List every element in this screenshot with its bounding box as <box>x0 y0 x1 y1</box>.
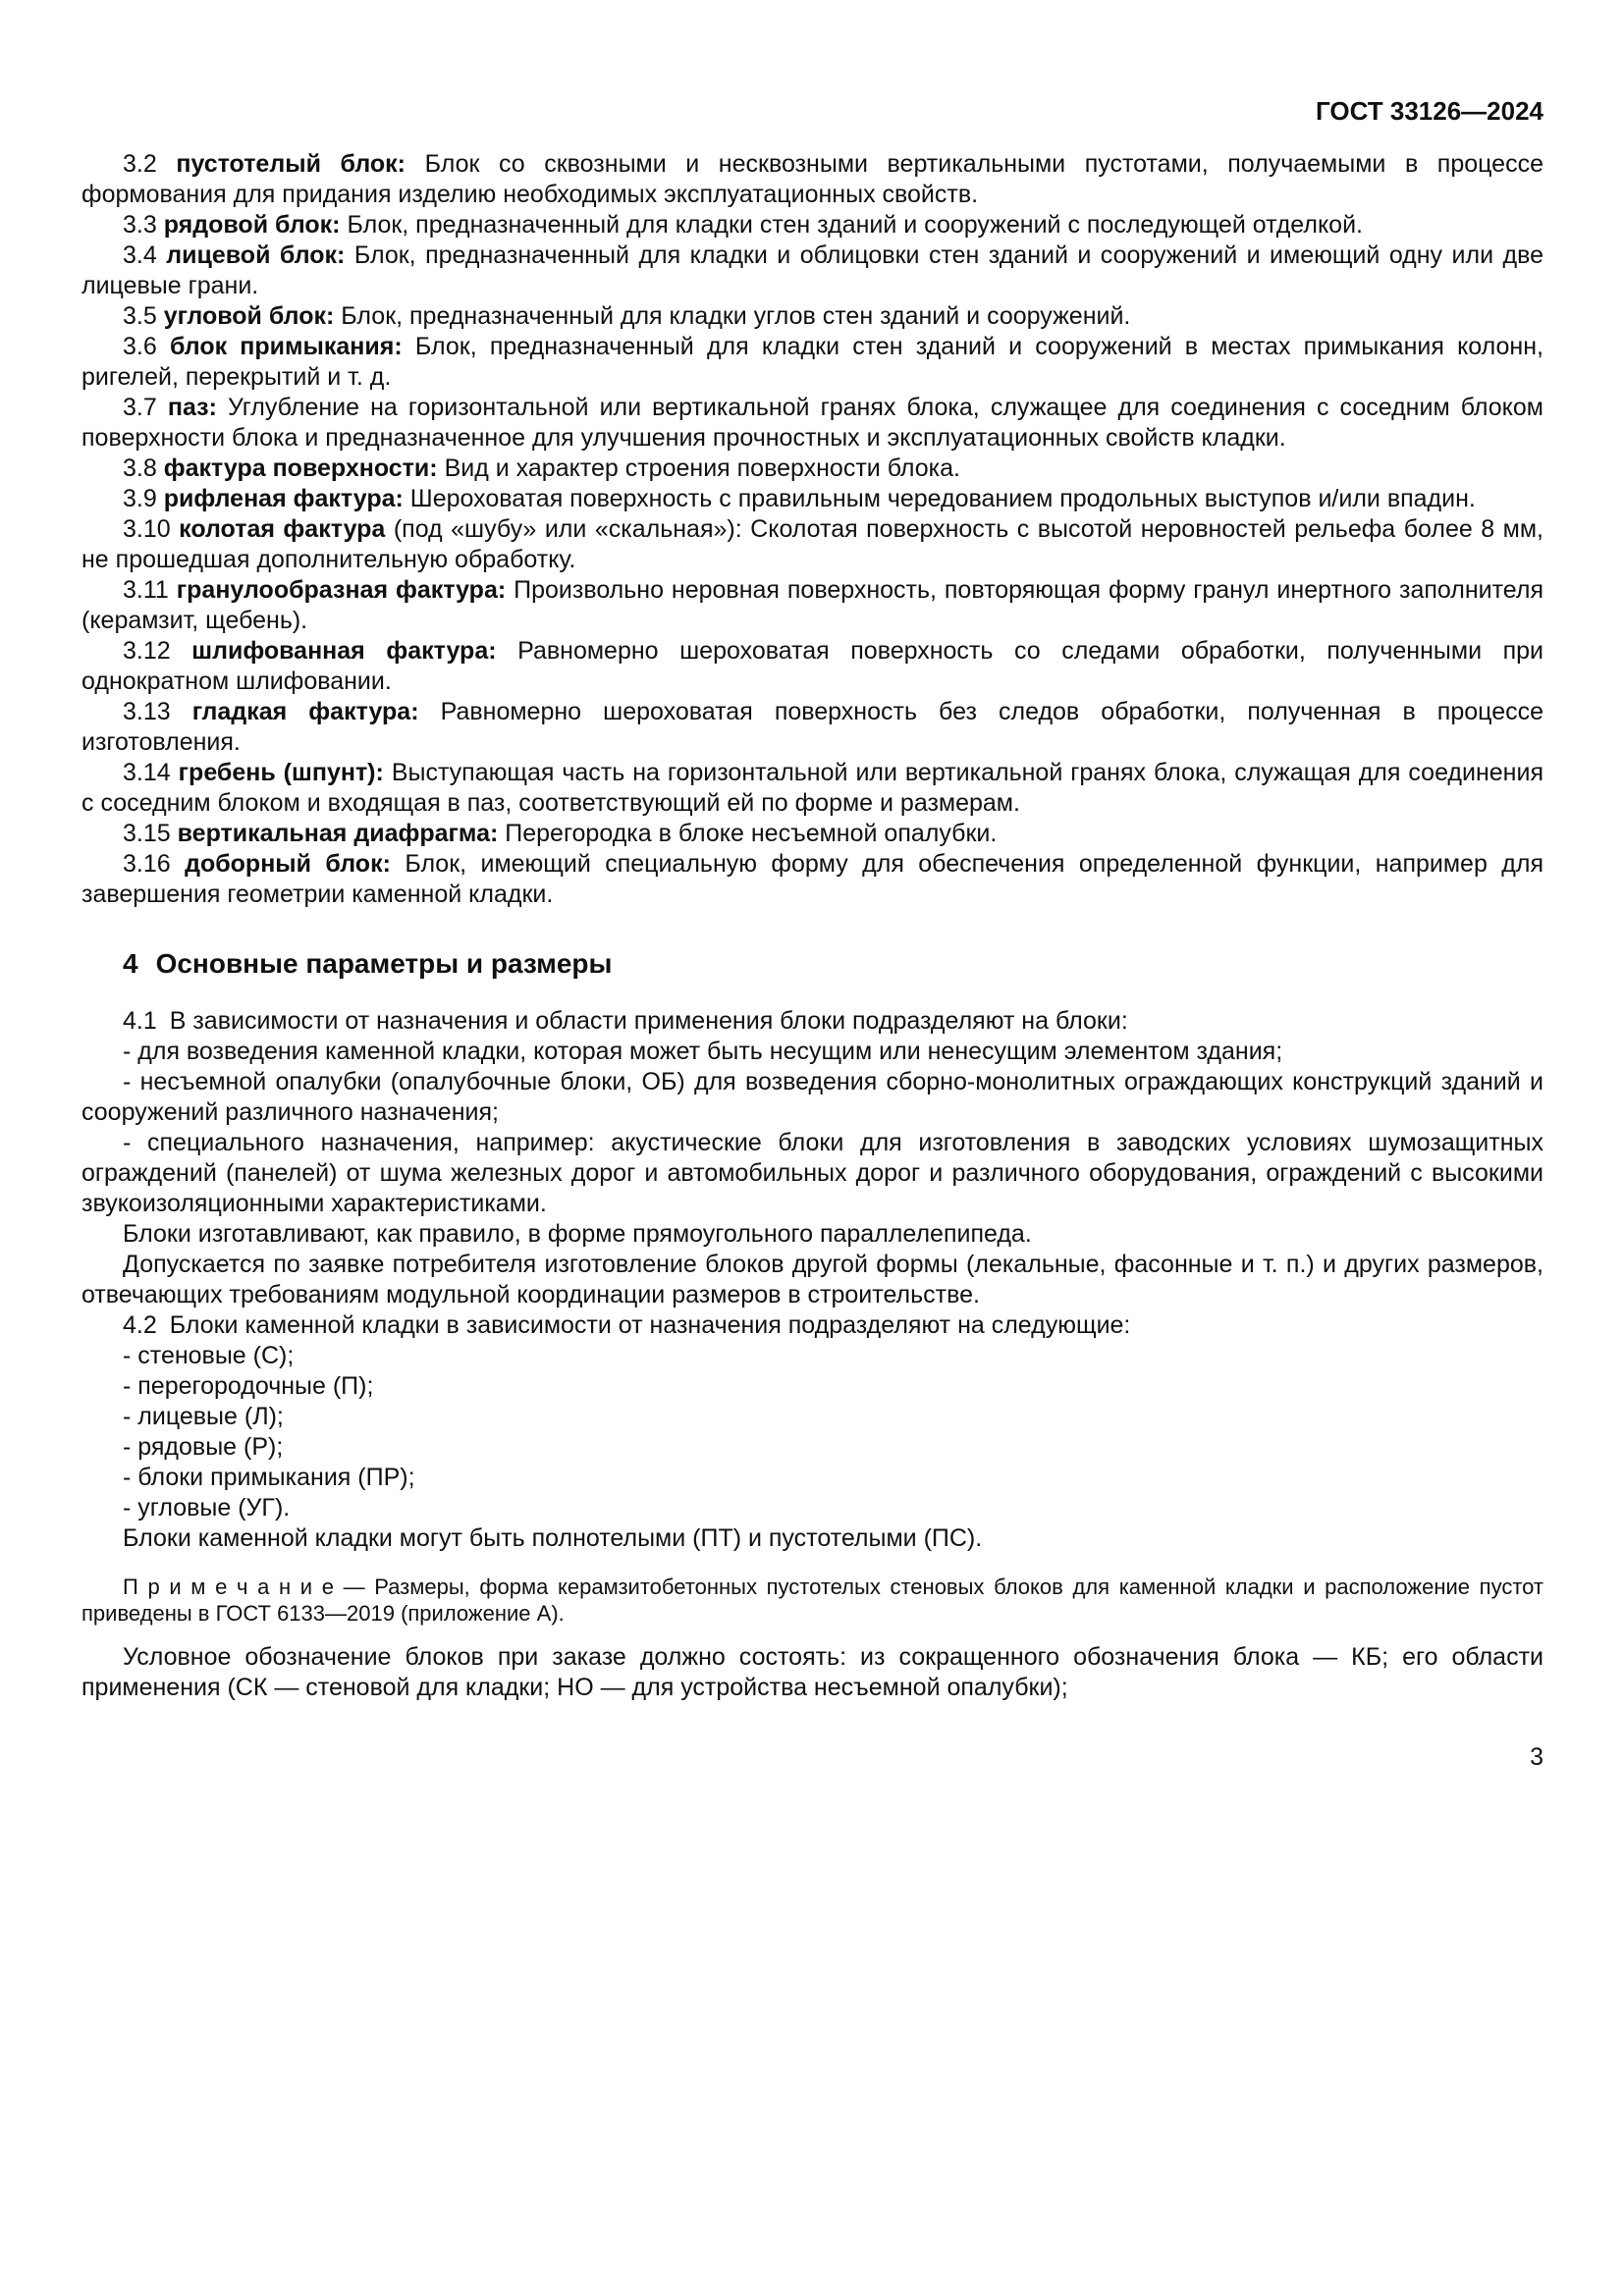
term-paragraph <box>81 454 1543 484</box>
term-paragraph <box>81 849 1543 910</box>
term-paragraph <box>81 636 1543 697</box>
list-item: - перегородочные (П); <box>123 1372 374 1400</box>
term-number: 3.14 <box>123 759 171 786</box>
term-definition: Блок со сквозными и несквозными вертикальными пустотами, получаемыми в процессе формования для придания изделию необходимых эксплуатационных свойств. <box>81 150 1543 208</box>
term-number: 3.5 <box>123 302 157 330</box>
term-definition: (под «шубу» или «скальная»): Сколотая поверхность с высотой неровностей рельефа более 8 мм, не прошедшая дополнительную обработку. <box>81 515 1543 573</box>
term-paragraph <box>81 301 1543 332</box>
page-number: 3 <box>1530 1743 1543 1771</box>
term-definition: Перегородка в блоке несъемной опалубки. <box>505 820 998 847</box>
term-paragraph <box>81 514 1543 575</box>
term-definition: Вид и характер строения поверхности блока. <box>444 454 960 482</box>
term-definition: Блок, имеющий специальную форму для обеспечения определенной функции, например для завершения геометрии каменной кладки. <box>81 850 1543 908</box>
term-definition: Блок, предназначенный для кладки углов стен зданий и сооружений. <box>341 302 1131 330</box>
term-name: гранулообразная фактура: <box>176 576 507 604</box>
term-name: лицевой блок: <box>166 241 346 269</box>
term-number: 3.15 <box>123 820 171 847</box>
note-label: П р и м е ч а н и е <box>123 1575 334 1599</box>
term-name: колотая фактура <box>179 515 386 543</box>
term-number: 3.10 <box>123 515 171 543</box>
term-paragraph <box>81 575 1543 636</box>
term-paragraph <box>81 819 1543 849</box>
paragraph: Блоки изготавливают, как правило, в форме прямоугольного параллелепипеда. <box>123 1220 1032 1248</box>
section-number: 4 <box>123 948 138 979</box>
term-name: вертикальная диафрагма: <box>177 820 499 847</box>
clause-number: 4.2 <box>123 1311 157 1339</box>
list-item: - лицевые (Л); <box>123 1403 284 1430</box>
term-definition: Выступающая часть на горизонтальной или вертикальной гранях блока, служащая для соединения с соседним блоком и входящая в паз, соответствующий ей по форме и размерам. <box>81 759 1543 817</box>
list-item: - для возведения каменной кладки, которая может быть несущим или ненесущим элементом здания; <box>123 1038 1283 1065</box>
text-column <box>81 0 1543 1772</box>
doc-code: ГОСТ 33126—2024 <box>1316 96 1543 126</box>
clause-4-1 <box>81 1006 1543 1037</box>
term-paragraph <box>81 697 1543 758</box>
page-content <box>81 149 1543 1772</box>
list-item: - несъемной опалубки (опалубочные блоки, ОБ) для возведения сборно-монолитных ограждающих конструкций зданий и сооружений различного назначения; <box>81 1068 1543 1126</box>
section-title: Основные параметры и размеры <box>155 948 613 979</box>
term-name: угловой блок: <box>163 302 335 330</box>
note-text: — Размеры, форма керамзитобетонных пустотелых стеновых блоков для каменной кладки и расположение пустот приведены в ГОСТ 6133—2019 (приложение А). <box>81 1575 1543 1626</box>
term-name: пустотелый блок: <box>176 150 406 178</box>
term-number: 3.12 <box>123 637 171 665</box>
term-definition: Произвольно неровная поверхность, повторяющая форму гранул инертного заполнителя (керамзит, щебень). <box>81 576 1543 634</box>
term-name: рифленая фактура: <box>163 485 404 512</box>
term-paragraph <box>81 393 1543 454</box>
term-name: фактура поверхности: <box>163 454 438 482</box>
list-item: - рядовые (Р); <box>123 1433 284 1461</box>
term-definition: Равномерно шероховатая поверхность без следов обработки, полученная в процессе изготовления. <box>81 698 1543 756</box>
term-definition: Шероховатая поверхность с правильным чередованием продольных выступов и/или впадин. <box>409 485 1476 512</box>
term-name: шлифованная фактура: <box>191 637 497 665</box>
term-paragraph <box>81 758 1543 819</box>
paragraph: Условное обозначение блоков при заказе должно состоять: из сокращенного обозначения блока — КБ; его области применения (СК — стеновой для кладки; НО — для устройства несъемной опалубки); <box>81 1643 1543 1701</box>
term-number: 3.13 <box>123 698 171 725</box>
term-number: 3.16 <box>123 850 171 878</box>
term-paragraph <box>81 210 1543 240</box>
term-number: 3.9 <box>123 485 157 512</box>
term-definition: Блок, предназначенный для кладки и облицовки стен зданий и сооружений и имеющий одну или две лицевые грани. <box>81 241 1543 299</box>
clause-text: Блоки каменной кладки в зависимости от назначения подразделяют на следующие: <box>169 1311 1131 1339</box>
term-definition: Углубление на горизонтальной или вертикальной гранях блока, служащее для соединения с соседним блоком поверхности блока и предназначенное для улучшения прочностных и эксплуатационных свойств кладки. <box>81 394 1543 452</box>
term-number: 3.7 <box>123 394 157 421</box>
list-item: - стеновые (С); <box>123 1342 295 1369</box>
term-paragraph <box>81 149 1543 210</box>
term-name: доборный блок: <box>185 850 391 878</box>
running-header <box>81 0 1543 126</box>
term-number: 3.6 <box>123 333 157 360</box>
term-number: 3.2 <box>123 150 157 178</box>
term-number: 3.4 <box>123 241 157 269</box>
term-name: паз: <box>167 394 217 421</box>
paragraph: Допускается по заявке потребителя изготовление блоков другой формы (лекальные, фасонные и т. п.) и других размеров, отвечающих требованиям модульной координации размеров в строительстве. <box>81 1251 1543 1308</box>
term-paragraph <box>81 484 1543 514</box>
note <box>81 1574 1543 1627</box>
term-definition: Равномерно шероховатая поверхность со следами обработки, полученными при однократном шлифовании. <box>81 637 1543 695</box>
list-item: - специального назначения, например: акустические блоки для изготовления в заводских условиях шумозащитных ограждений (панелей) от шума железных дорог и автомобильных дорог и различного оборудования, ограждений с высокими звукоизоляционными характеристиками. <box>81 1129 1543 1217</box>
term-paragraph <box>81 332 1543 393</box>
term-name: гладкая фактура: <box>191 698 419 725</box>
clause-text: В зависимости от назначения и области применения блоки подразделяют на блоки: <box>169 1007 1128 1035</box>
term-definition: Блок, предназначенный для кладки стен зданий и сооружений с последующей отделкой. <box>347 211 1363 239</box>
term-number: 3.11 <box>123 576 169 604</box>
term-name: гребень (шпунт): <box>178 759 384 786</box>
term-definition: Блок, предназначенный для кладки стен зданий и сооружений в местах примыкания колонн, ригелей, перекрытий и т. д. <box>81 333 1543 391</box>
list-item: - блоки примыкания (ПР); <box>123 1464 415 1491</box>
clause-number: 4.1 <box>123 1007 157 1035</box>
term-number: 3.3 <box>123 211 157 239</box>
term-name: рядовой блок: <box>163 211 341 239</box>
term-number: 3.8 <box>123 454 157 482</box>
list-item: - угловые (УГ). <box>123 1494 291 1522</box>
term-paragraph <box>81 240 1543 301</box>
clause-4-2 <box>81 1310 1543 1341</box>
section-heading <box>81 947 1543 981</box>
term-name: блок примыкания: <box>169 333 403 360</box>
paragraph: Блоки каменной кладки могут быть полнотелыми (ПТ) и пустотелыми (ПС). <box>123 1524 983 1552</box>
